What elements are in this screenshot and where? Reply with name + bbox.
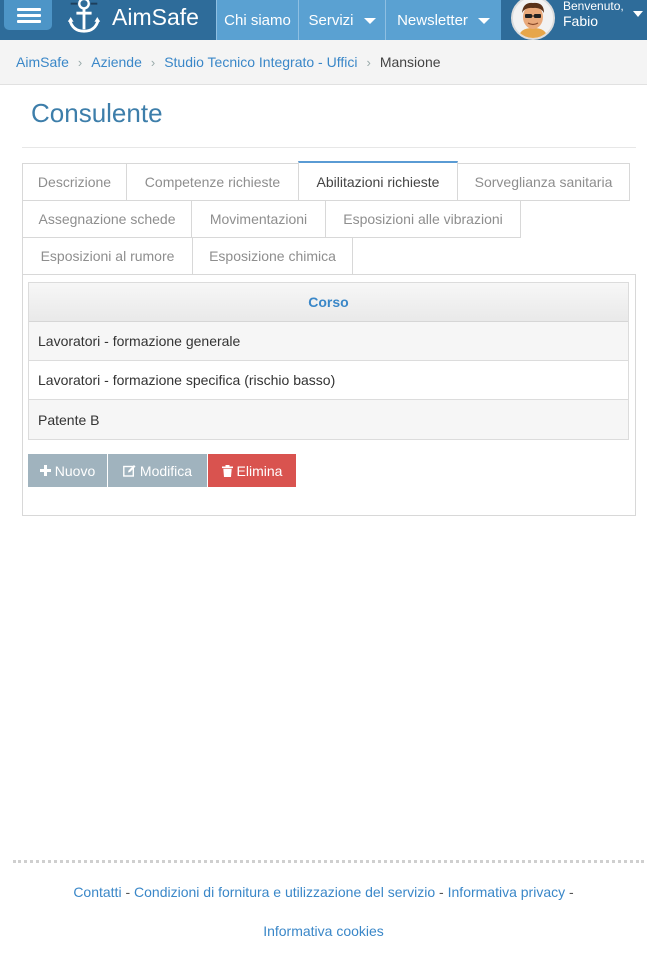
nav-servizi-label: Servizi (308, 11, 354, 29)
new-button-label: Nuovo (54, 462, 96, 479)
tab-descrizione[interactable]: Descrizione (22, 163, 127, 201)
chevron-right-icon: › (77, 54, 83, 70)
breadcrumb-link-aimsafe[interactable]: AimSafe (16, 54, 69, 70)
user-avatar-icon (513, 0, 553, 38)
welcome-label: Benvenuto, (563, 0, 624, 13)
chevron-right-icon: › (150, 54, 156, 70)
edit-icon (123, 464, 136, 477)
user-name: Fabio (563, 13, 599, 29)
tab-assegnazione-schede[interactable]: Assegnazione schede (22, 200, 192, 238)
edit-button-label: Modifica (139, 462, 193, 479)
tab-esposizioni-vibrazioni[interactable]: Esposizioni alle vibrazioni (325, 200, 521, 238)
footer-link-contatti[interactable]: Contatti (73, 884, 122, 900)
menu-toggle-button[interactable] (4, 0, 52, 30)
breadcrumb-link-aziende[interactable]: Aziende (91, 54, 142, 70)
welcome-text (563, 0, 624, 29)
footer-links (0, 884, 647, 900)
footer-link-condizioni[interactable]: Condizioni di fornitura e utilizzazione del servizio (134, 884, 436, 900)
footer-link-privacy[interactable]: Informativa privacy (447, 884, 566, 900)
table-row[interactable]: Patente B (29, 400, 628, 439)
tab-competenze-richieste[interactable]: Competenze richieste (126, 163, 299, 201)
caret-down-icon (364, 18, 376, 24)
tab-esposizione-chimica[interactable]: Esposizione chimica (192, 237, 353, 275)
delete-button[interactable] (208, 454, 296, 487)
caret-down-icon (633, 11, 643, 17)
divider (22, 147, 636, 148)
tab-abilitazioni-richieste[interactable]: Abilitazioni richieste (298, 161, 458, 201)
footer-separator: - (435, 884, 448, 900)
nav-newsletter-dropdown[interactable] (385, 0, 501, 40)
trash-icon (222, 465, 233, 477)
tab-movimentazioni[interactable]: Movimentazioni (191, 200, 326, 238)
footer-divider (13, 860, 644, 863)
delete-button-label: Elimina (236, 462, 283, 479)
plus-icon (40, 465, 51, 476)
footer-link-cookies[interactable]: Informativa cookies (263, 923, 384, 939)
chevron-right-icon: › (366, 54, 371, 70)
nav-servizi-dropdown[interactable] (298, 0, 385, 40)
breadcrumb-link-studio[interactable]: Studio Tecnico Integrato - Uffici (164, 54, 358, 70)
table-header-corso[interactable]: Corso (29, 283, 628, 322)
nav-newsletter-label: Newsletter (397, 11, 468, 29)
top-navbar (0, 0, 647, 40)
table-row[interactable]: Lavoratori - formazione generale (29, 322, 628, 361)
footer-separator: - (121, 884, 135, 900)
tab-sorveglianza-sanitaria[interactable]: Sorveglianza sanitaria (457, 163, 630, 201)
caret-down-icon (478, 18, 490, 24)
page-title: Consulente (31, 98, 163, 128)
breadcrumb (0, 40, 647, 85)
breadcrumb-current: Mansione (379, 54, 441, 70)
brand-name: AimSafe (112, 3, 199, 30)
edit-button[interactable] (108, 454, 207, 487)
nav-chi-siamo[interactable] (216, 0, 298, 40)
footer-links-row-2 (0, 923, 647, 939)
brand-logo[interactable] (64, 0, 199, 34)
nav-chi-siamo-label: Chi siamo (224, 11, 291, 29)
new-button[interactable] (28, 454, 107, 487)
courses-table (28, 282, 629, 440)
user-menu[interactable] (502, 0, 647, 40)
table-row[interactable]: Lavoratori - formazione specifica (rischio basso) (29, 361, 628, 400)
tab-esposizioni-rumore[interactable]: Esposizioni al rumore (22, 237, 193, 275)
anchor-icon (64, 0, 104, 35)
hamburger-icon (17, 8, 41, 11)
footer-separator: - (565, 884, 574, 900)
avatar (511, 0, 555, 40)
